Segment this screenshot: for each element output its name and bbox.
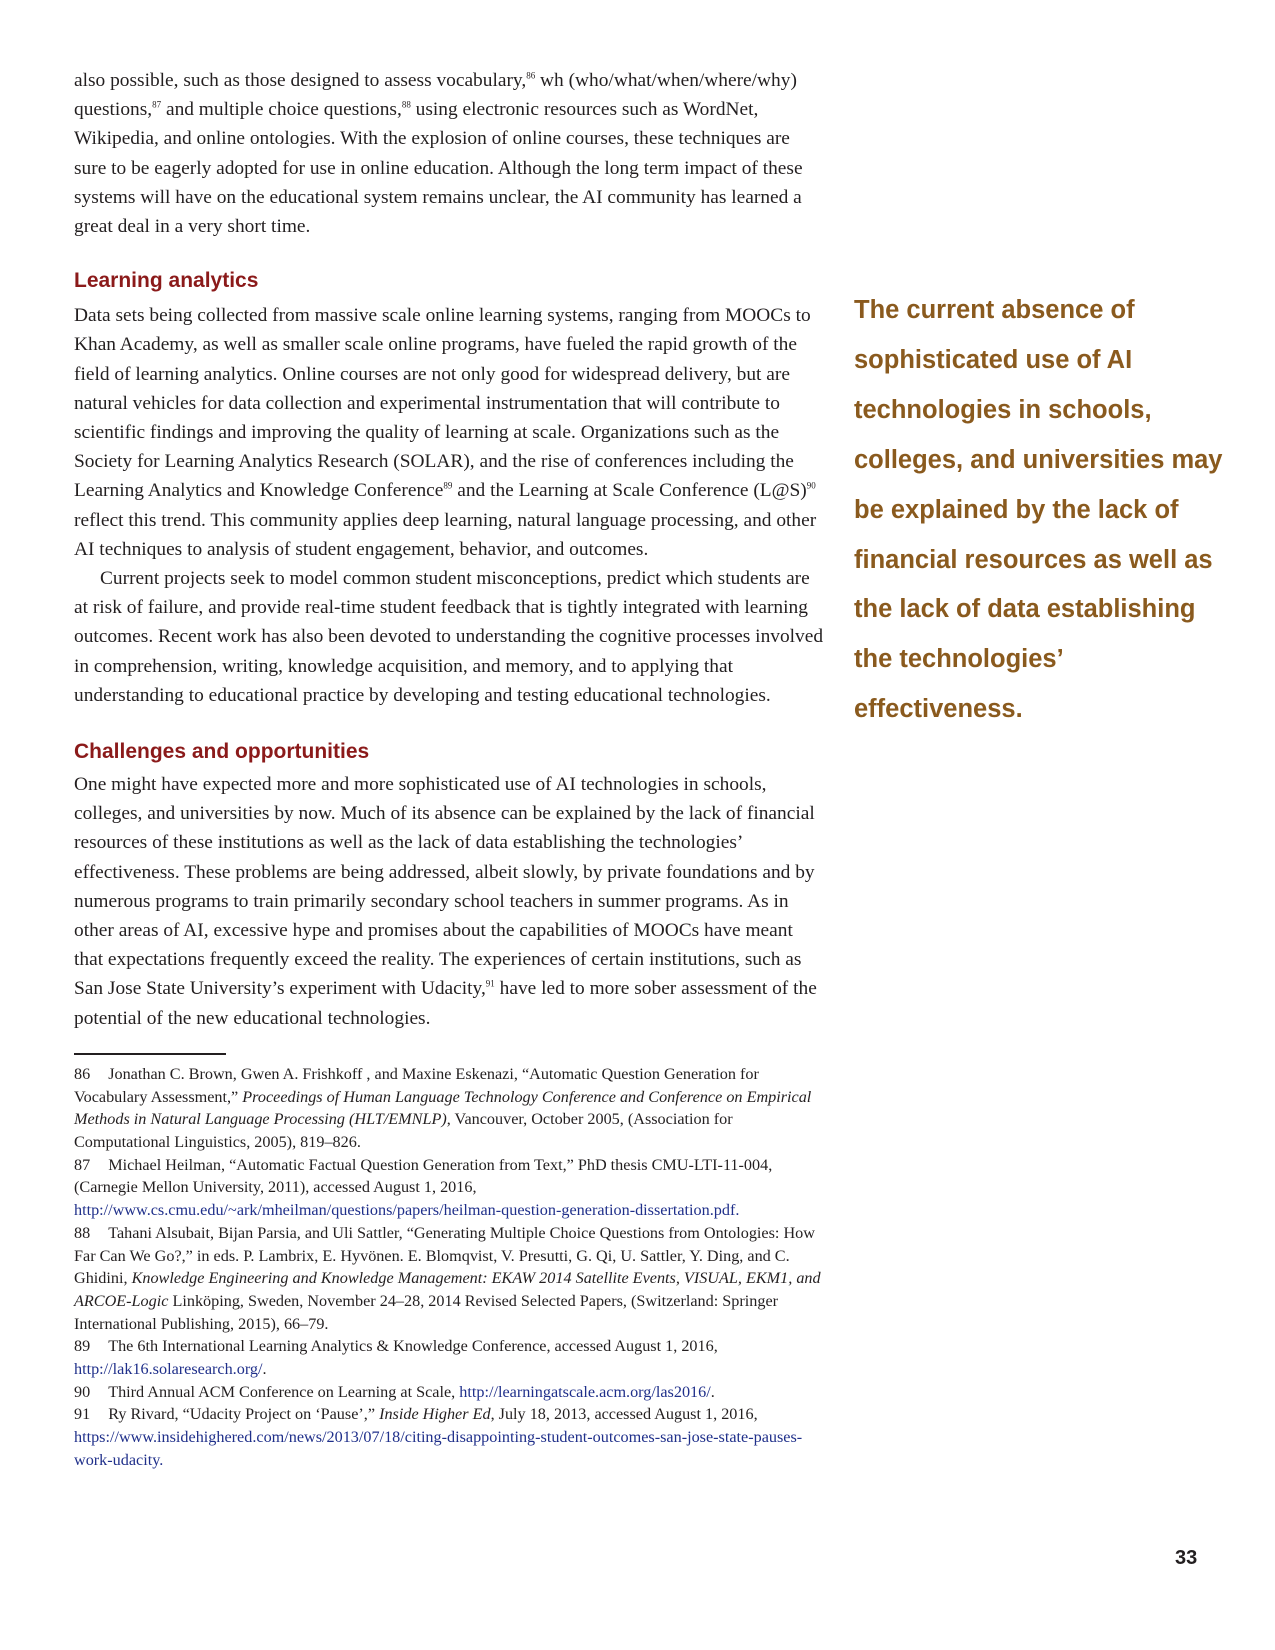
footnote-text: The 6th International Learning Analytics & Knowledge Conference, accessed August 1, 2016, [108,1337,718,1356]
pull-quote: The current absence of sophisticated use of AI technologies in schools, colleges, and universities may be explained by the lack of financial resources as well as the lack of data establishing the technologies’ effectiveness. [854,296,1223,724]
intro-text-2: wh (who/what/when/where/why) questions, [74,70,797,121]
footnote-91 [74,1403,826,1471]
footnote-title-italic: Inside Higher Ed [379,1405,491,1424]
footnote-link[interactable]: http://learningatscale.acm.org/las2016/ [459,1382,711,1401]
learning-paragraph-2: Current projects seek to model common student misconceptions, predict which students are at risk of failure, and provide real-time student feedback that is tightly integrated with learning outcomes. Recent work has also been devoted to understanding the cognitive processes involved in comprehension, writing, knowledge acquisition, and memory, and to applying that understanding to educational practice by developing and testing educational technologies. [74,568,824,706]
learning-text-1a: Data sets being collected from massive scale online learning systems, ranging from MOOCs to Khan Academy, as well as smaller scale online programs, have fueled the rapid growth of the field of learning analytics. Online courses are not only good for widespread delivery, but are natural vehicles for data collection and experimental instrumentation that will contribute to scientific findings and improving the quality of learning at scale. Organizations such as the Society for Learning Analytics Research (SOLAR), and the rise of conferences including the Learning Analytics and Knowledge Conference [74,305,811,502]
challenges-text-a: One might have expected more and more sophisticated use of AI technologies in schools, colleges, and universities by now. Much of its absence can be explained by the lack of financial resources of these institutions as well as the lack of data establishing the technologies’ effectiveness. These problems are being addressed, albeit slowly, by private foundations and by numerous programs to train primarily secondary school teachers in summer programs. As in other areas of AI, excessive hype and promises about the capabilities of MOOCs have meant that expectations frequently exceed the reality. The experiences of certain institutions, such as San Jose State University’s experiment with Udacity, [74,774,815,1000]
footnote-ref-88[interactable]: 88 [401,99,411,110]
footnote-ref-90[interactable]: 90 [806,480,816,491]
challenges-text-b: have led to more sober assessment of the potential of the new educational technologies. [74,978,817,1029]
footnote-title-italic: Proceedings of Human Language Technology Conference and Conference on Empirical Methods in Natural Language Processing (HLT/EMNLP) [74,1087,812,1129]
intro-text-4: using electronic resources such as WordNet, Wikipedia, and online ontologies. With the explosion of online courses, these techniques are sure to be eagerly adopted for use in online education. Although the long term impact of these systems will have on the educational system remains unclear, the AI community has learned a great deal in a very short time. [74,99,803,238]
footnote-text: , July 18, 2013, accessed August 1, 2016, [490,1405,758,1424]
footnote-ref-91[interactable]: 91 [485,979,495,990]
footnote-ref-86[interactable]: 86 [526,70,536,81]
footnote-number: 86 [74,1064,91,1083]
footnote-number: 89 [74,1337,91,1356]
footnote-89 [74,1335,826,1380]
learning-text-1c: reflect this trend. This community applies deep learning, natural language processing, and other AI techniques to analysis of student engagement, behavior, and outcomes. [74,509,817,560]
section-heading-learning-analytics: Learning analytics [74,269,259,293]
footnote-text: Michael Heilman, “Automatic Factual Question Generation from Text,” PhD thesis CMU-LTI-11-004, (Carnegie Mellon University, 2011), accessed August 1, 2016, [74,1155,773,1197]
footnote-number: 87 [74,1155,91,1174]
footnote-link[interactable]: https://www.insidehighered.com/news/2013/07/18/citing-disappointing-student-outcomes-san-jose-state-pauses-work-udacity. [74,1428,803,1469]
footnote-number: 90 [74,1382,91,1401]
footnote-text: Tahani Alsubait, Bijan Parsia, and Uli Sattler, “Generating Multiple Choice Questions from Ontologies: How Far Can We Go?,” in eds. P. Lambrix, E. Hyvönen. E. Blomqvist, V. Presutti, G. Qi, U. Sattler, Y. Ding, and C. Ghidini, [74,1223,815,1288]
footnote-divider [74,1053,226,1055]
footnote-text: . [262,1360,267,1379]
learning-paragraph-1 [74,301,826,564]
intro-text-3: and multiple choice questions, [161,99,402,121]
footnote-number: 88 [74,1223,91,1242]
footnote-link[interactable]: http://lak16.solaresearch.org/ [74,1360,263,1379]
footnote-88 [74,1222,826,1336]
main-column [74,66,826,1472]
footnote-number: 91 [74,1405,91,1424]
footnote-text: Jonathan C. Brown, Gwen A. Frishkoff , and Maxine Eskenazi, “Automatic Question Generation for Vocabulary Assessment,” [74,1064,759,1106]
footnote-link[interactable]: http://www.cs.cmu.edu/~ark/mheilman/questions/papers/heilman-question-generation-dissertation.pdf. [74,1201,740,1220]
section-heading-challenges: Challenges and opportunities [74,740,370,764]
footnote-text: Third Annual ACM Conference on Learning at Scale, [108,1382,460,1401]
footnote-ref-87[interactable]: 87 [152,99,162,110]
footnote-text: Linköping, Sweden, November 24–28, 2014 Revised Selected Papers, (Switzerland: Springer International Publishing, 2015), 66–79. [74,1291,779,1333]
intro-paragraph [74,66,826,241]
learning-text-1b: and the Learning at Scale Conference (L@S) [452,480,807,502]
footnote-86 [74,1063,826,1154]
page-number: 33 [1175,1547,1198,1569]
footnote-text: Ry Rivard, “Udacity Project on ‘Pause’,” [108,1405,380,1424]
footnote-ref-89[interactable]: 89 [443,480,453,491]
footnote-title-italic: Knowledge Engineering and Knowledge Management: EKAW 2014 Satellite Events, VISUAL, EKM1, and ARCOE-Logic [74,1269,821,1310]
footnote-87 [74,1154,826,1222]
footnotes [74,1063,826,1472]
footnote-90 [74,1381,826,1404]
footnote-text: . [710,1382,715,1401]
intro-text-1: also possible, such as those designed to assess vocabulary, [74,70,527,91]
footnote-text: , Vancouver, October 2005, (Association for Computational Linguistics, 2005), 819–826. [74,1110,733,1151]
challenges-paragraph [74,770,826,1033]
